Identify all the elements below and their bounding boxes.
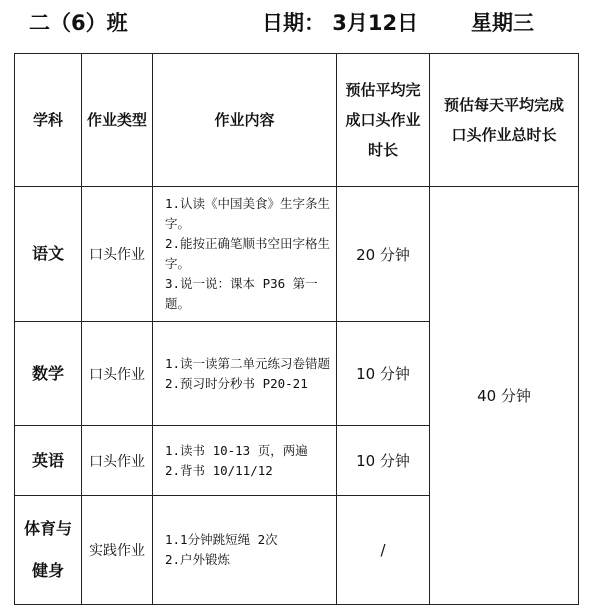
duration-cell: 10 分钟 xyxy=(337,322,430,426)
content-line: 3.说一说：课本 P36 第一题。 xyxy=(165,276,318,311)
duration-cell: 10 分钟 xyxy=(337,426,430,496)
col-header-type: 作业类型 xyxy=(82,54,153,187)
type-cell: 口头作业 xyxy=(82,187,153,322)
content-cell xyxy=(153,187,337,322)
content-line: 1.1分钟跳短绳 2次 xyxy=(165,532,278,547)
class-label: 二（6）班 xyxy=(29,11,128,35)
content-cell xyxy=(153,322,337,426)
duration-cell: 20 分钟 xyxy=(337,187,430,322)
subject-cell: 体育与 健身 xyxy=(15,496,82,605)
subject-cell: 语文 xyxy=(15,187,82,322)
col-header-subject: 学科 xyxy=(15,54,82,187)
duration-cell: / xyxy=(337,496,430,605)
col-header-duration: 预估平均完 成口头作业 时长 xyxy=(337,54,430,187)
subject-cell: 数学 xyxy=(15,322,82,426)
type-cell: 口头作业 xyxy=(82,322,153,426)
homework-table xyxy=(14,53,579,605)
weekday-label: 星期三 xyxy=(471,11,534,35)
date-label: 日期： 3月12日 xyxy=(262,11,419,35)
content-line: 2.户外锻炼 xyxy=(165,552,231,567)
content-line: 2.能按正确笔顺书空田字格生字。 xyxy=(165,236,331,271)
subject-cell: 英语 xyxy=(15,426,82,496)
table-row xyxy=(15,187,579,322)
total-duration-cell: 40 分钟 xyxy=(430,187,579,605)
table-header-row xyxy=(15,54,579,187)
content-line: 1.读一读第二单元练习卷错题 xyxy=(165,355,331,371)
page-header xyxy=(0,7,591,41)
type-cell: 实践作业 xyxy=(82,496,153,605)
content-cell xyxy=(153,496,337,605)
content-cell xyxy=(153,426,337,496)
content-line: 1.读书 10-13 页，两遍 xyxy=(165,442,308,458)
content-line: 1.认读《中国美食》生字条生字。 xyxy=(165,196,331,231)
content-line: 2.预习时分秒书 P20-21 xyxy=(165,375,308,391)
type-cell: 口头作业 xyxy=(82,426,153,496)
col-header-content: 作业内容 xyxy=(153,54,337,187)
col-header-total: 预估每天平均完成 口头作业总时长 xyxy=(430,54,579,187)
content-line: 2.背书 10/11/12 xyxy=(165,462,273,478)
